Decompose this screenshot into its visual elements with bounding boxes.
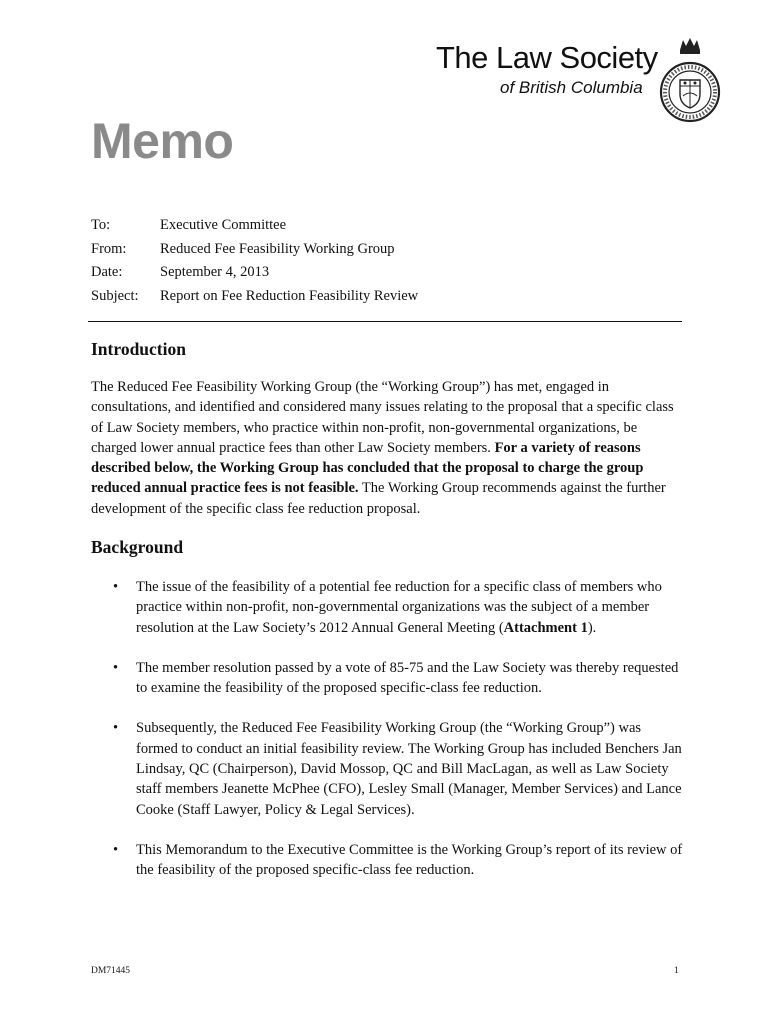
list-item	[91, 718, 686, 819]
law-society-logo	[436, 36, 726, 136]
date-value: September 4, 2013	[160, 264, 270, 281]
bullet-icon: •	[113, 659, 119, 676]
memo-title: Memo	[91, 113, 234, 169]
bullet-icon: •	[113, 579, 119, 595]
subject-row	[91, 285, 418, 309]
intro-text-start: The Reduced Fee Feasibility Working Group (the “Working Group”) has met, engaged in consultations, and identified and considered many issues relating to the proposal that a specific class of Law Society members, who practice within non-profit, non-governmental organizations, be charged lower annual practice fees than other Law Society members.	[91, 379, 674, 456]
logo-title: The Law Society	[436, 40, 658, 75]
to-row	[91, 214, 418, 238]
list-item	[91, 840, 686, 881]
list-item-text: The issue of the feasibility of a potential fee reduction for a specific class of members who practice within non-profit, non-governmental organizations was the subject of a member resolution at the Law Society’s 2012 Annual General Meeting (Attachment 1).	[136, 579, 662, 636]
list-item	[91, 658, 686, 699]
header-divider	[88, 321, 682, 322]
intro-bold-conclusion: For a variety of reasons described below, the Working Group has concluded that the proposal to charge the group reduced annual practice fees is not feasible.	[91, 439, 644, 497]
introduction-heading: Introduction	[91, 339, 186, 359]
document-id: DM71445	[91, 966, 131, 976]
subject-value: Report on Fee Reduction Feasibility Review	[160, 287, 419, 304]
from-value: Reduced Fee Feasibility Working Group	[160, 240, 395, 257]
list-item-text: Subsequently, the Reduced Fee Feasibility Working Group (the “Working Group”) was formed to conduct an initial feasibility review. The Working Group has included Benchers Jan Lindsay, QC (Chairperson), David Mossop, QC and Bill MacLagan, as well as Law Society staff members Jeanette McPhee (CFO), Lesley Small (Manager, Member Services) and Lance Cooke (Staff Lawyer, Policy & Legal Services).	[136, 720, 682, 818]
list-item-text: This Memorandum to the Executive Committee is the Working Group’s report of its review of the feasibility of the proposed specific-class fee reduction.	[136, 841, 683, 879]
seal-icon	[658, 36, 722, 132]
page-number: 1	[674, 966, 679, 976]
date-row	[91, 261, 418, 285]
to-value: Executive Committee	[160, 217, 287, 234]
subject-label: Subject:	[91, 287, 139, 304]
list-item-text: The member resolution passed by a vote of 85-75 and the Law Society was thereby requested to examine the feasibility of the proposed specific-class fee reduction.	[136, 659, 679, 697]
from-row	[91, 238, 418, 262]
date-label: Date:	[91, 264, 123, 281]
intro-text-end: The Working Group recommends against the further development of the specific class fee reduction proposal.	[91, 480, 666, 517]
attachment-reference: Attachment 1	[503, 619, 588, 636]
from-label: From:	[91, 240, 127, 257]
background-list	[91, 577, 686, 901]
to-label: To:	[91, 217, 111, 234]
list-item	[91, 577, 686, 638]
introduction-paragraph	[91, 377, 686, 519]
logo-subtitle: of British Columbia	[500, 78, 643, 97]
bullet-icon: •	[113, 720, 119, 737]
bullet-icon: •	[113, 841, 119, 858]
memo-header-fields	[91, 214, 418, 308]
background-heading: Background	[91, 537, 184, 557]
